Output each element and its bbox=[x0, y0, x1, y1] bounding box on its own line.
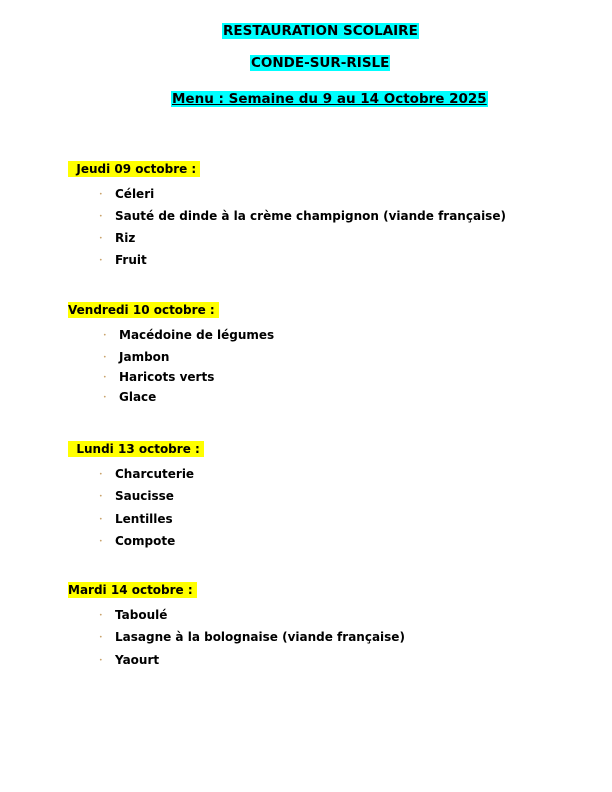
menu-item: Riz bbox=[115, 231, 136, 245]
menu-item: Taboulé bbox=[115, 608, 168, 622]
menu-item: Saucisse bbox=[115, 489, 174, 503]
menu-item: Sauté de dinde à la crème champignon (viande française) bbox=[115, 209, 506, 223]
day-heading-jeudi: Jeudi 09 octobre : bbox=[68, 162, 201, 176]
menu-item: Céleri bbox=[115, 187, 155, 201]
header-town: CONDE-SUR-RISLE bbox=[251, 55, 390, 71]
menu-item: Compote bbox=[115, 534, 176, 548]
bullet-icon: • bbox=[99, 657, 103, 664]
menu-item: Fruit bbox=[115, 253, 147, 267]
bullet-icon: • bbox=[99, 235, 103, 242]
menu-item: Jambon bbox=[119, 350, 170, 364]
bullet-icon: • bbox=[99, 213, 103, 220]
bullet-icon: • bbox=[103, 332, 107, 339]
bullet-icon: • bbox=[99, 493, 103, 500]
day-heading-vendredi: Vendredi 10 octobre : bbox=[68, 303, 219, 317]
header-title: RESTAURATION SCOLAIRE bbox=[223, 23, 418, 39]
header-week: Menu : Semaine du 9 au 14 Octobre 2025 bbox=[172, 91, 487, 107]
menu-item: Lasagne à la bolognaise (viande française) bbox=[115, 630, 405, 644]
day-heading-lundi: Lundi 13 octobre : bbox=[68, 442, 204, 456]
bullet-icon: • bbox=[99, 634, 103, 641]
menu-item: Haricots verts bbox=[119, 370, 215, 384]
day-heading-mardi: Mardi 14 octobre : bbox=[68, 583, 197, 597]
bullet-icon: • bbox=[99, 516, 103, 523]
menu-item: Lentilles bbox=[115, 512, 173, 526]
menu-item: Glace bbox=[119, 390, 157, 404]
bullet-icon: • bbox=[103, 354, 107, 361]
bullet-icon: • bbox=[103, 374, 107, 381]
menu-item: Charcuterie bbox=[115, 467, 195, 481]
bullet-icon: • bbox=[99, 538, 103, 545]
bullet-icon: • bbox=[99, 257, 103, 264]
bullet-icon: • bbox=[99, 191, 103, 198]
menu-item: Macédoine de légumes bbox=[119, 328, 275, 342]
bullet-icon: • bbox=[99, 612, 103, 619]
menu-item: Yaourt bbox=[115, 653, 160, 667]
bullet-icon: • bbox=[103, 394, 107, 401]
bullet-icon: • bbox=[99, 471, 103, 478]
